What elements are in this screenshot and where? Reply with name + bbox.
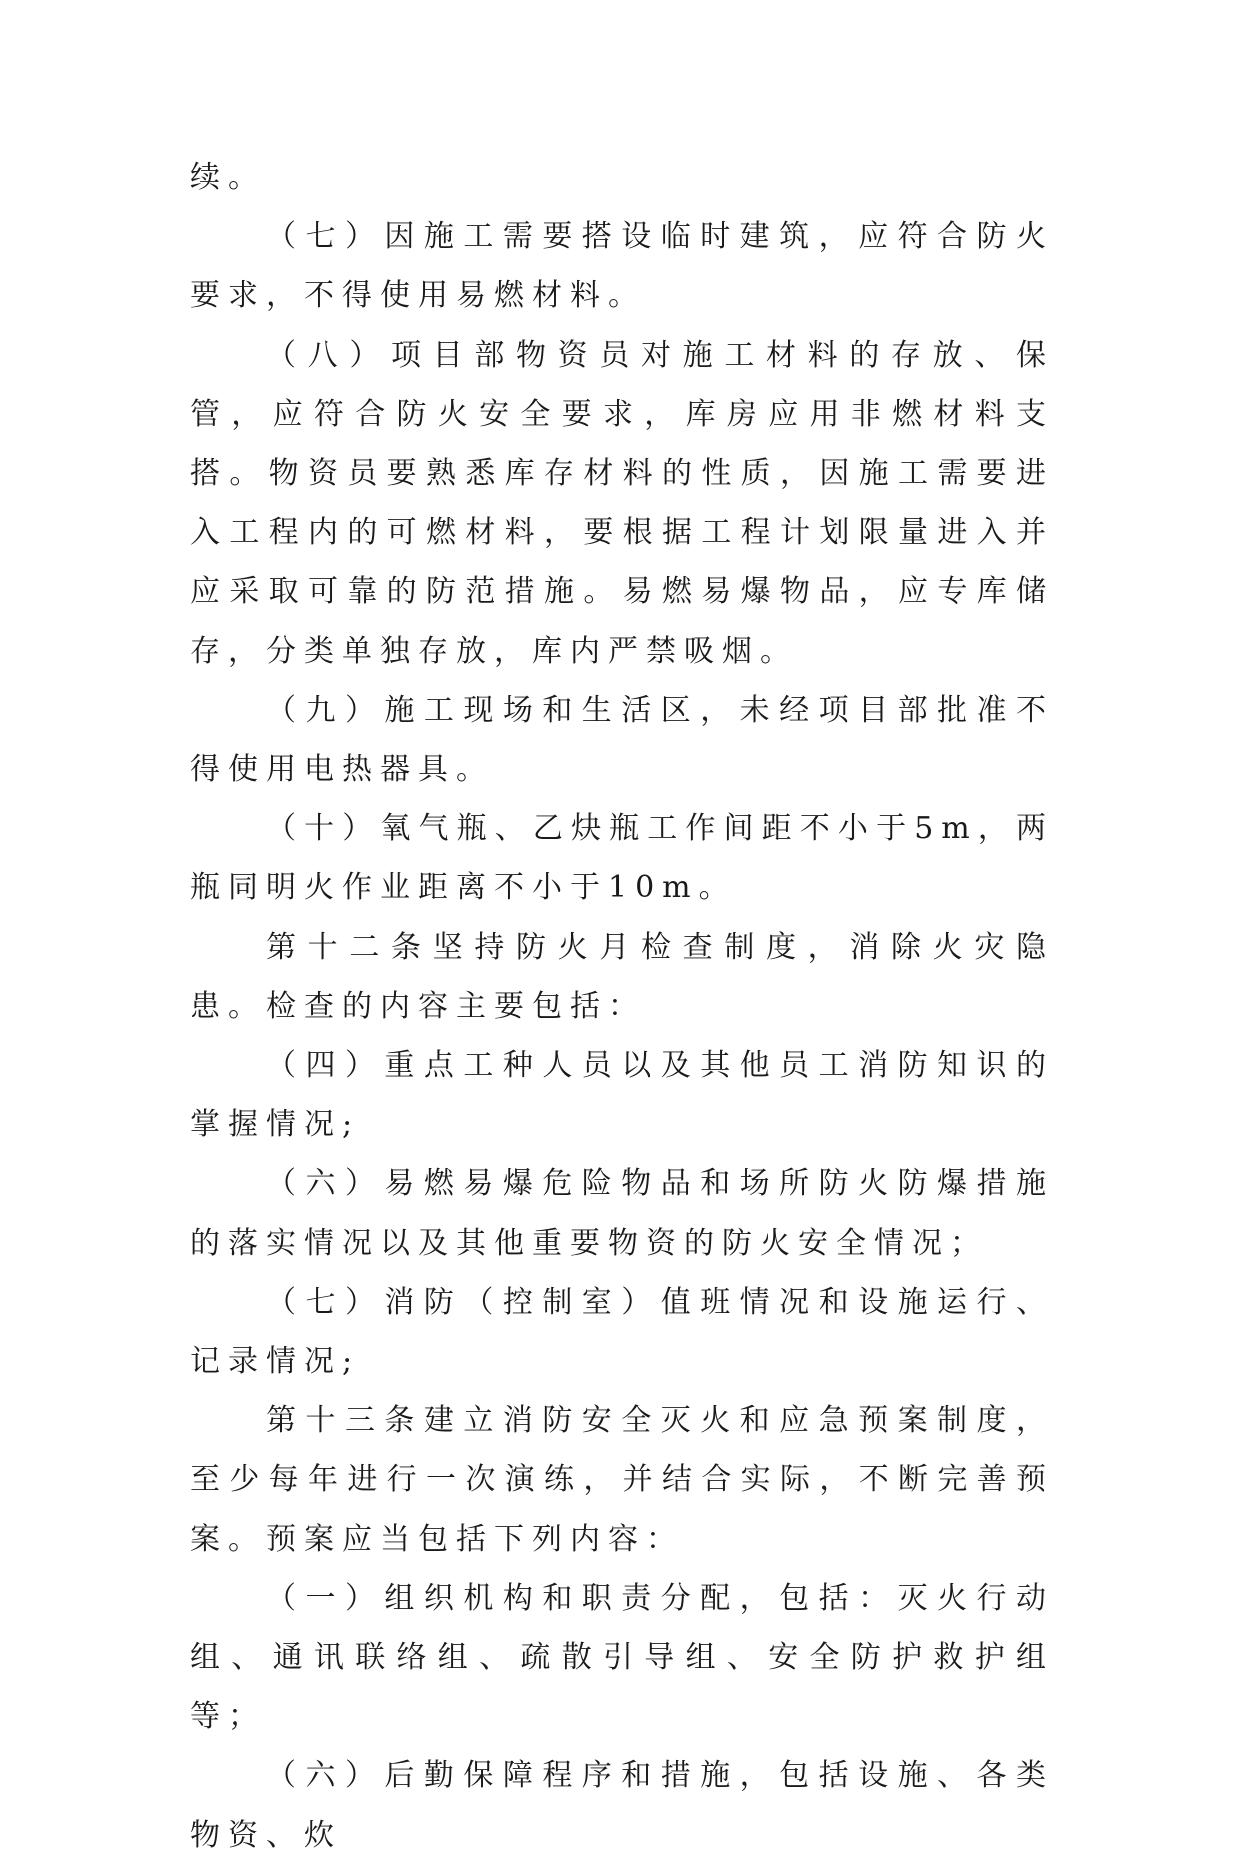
paragraph-item-10-gas-cylinders: （十）氧气瓶、乙炔瓶工作间距不小于5m，两瓶同明火作业距离不小于10m。 [190,811,1054,906]
paragraph-article-12: 第十二条坚持防火月检查制度，消除火灾隐患。检查的内容主要包括： [190,929,1054,1024]
paragraph-continuation: 续。 [190,160,266,195]
paragraph-article-13: 第十三条建立消防安全灭火和应急预案制度，至少每年进行一次演练，并结合实际，不断完善预案。预案应当包括下列内容： [190,1403,1054,1557]
paragraph-plan-item-1: （一）组织机构和职责分配，包括：灭火行动组、通讯联络组、疏散引导组、安全防护救护组等； [190,1580,1054,1735]
paragraph-check-item-6: （六）易燃易爆危险物品和场所防火防爆措施的落实情况以及其他重要物资的防火安全情况； [190,1166,1054,1261]
paragraph-item-8-material-storage: （八）项目部物资员对施工材料的存放、保管，应符合防火安全要求，库房应用非燃材料支搭。物资员要熟悉库存材料的性质，因施工需要进入工程内的可燃材料，要根据工程计划限量进入并应采取可靠的防范措施。易燃易爆物品，应专库储存，分类单独存放，库内严禁吸烟。 [190,337,1054,669]
paragraph-check-item-4: （四）重点工种人员以及其他员工消防知识的掌握情况; [190,1048,1054,1143]
paragraph-plan-item-6: （六）后勤保障程序和措施，包括设施、各类物资、炊 [190,1758,1054,1853]
document-body [190,148,1054,1865]
paragraph-item-7-temporary-buildings: （七）因施工需要搭设临时建筑，应符合防火要求，不得使用易燃材料。 [190,219,1054,314]
paragraph-check-item-7: （七）消防（控制室）值班情况和设施运行、记录情况; [190,1284,1054,1380]
paragraph-item-9-electric-appliances: （九）施工现场和生活区，未经项目部批准不得使用电热器具。 [190,692,1054,788]
